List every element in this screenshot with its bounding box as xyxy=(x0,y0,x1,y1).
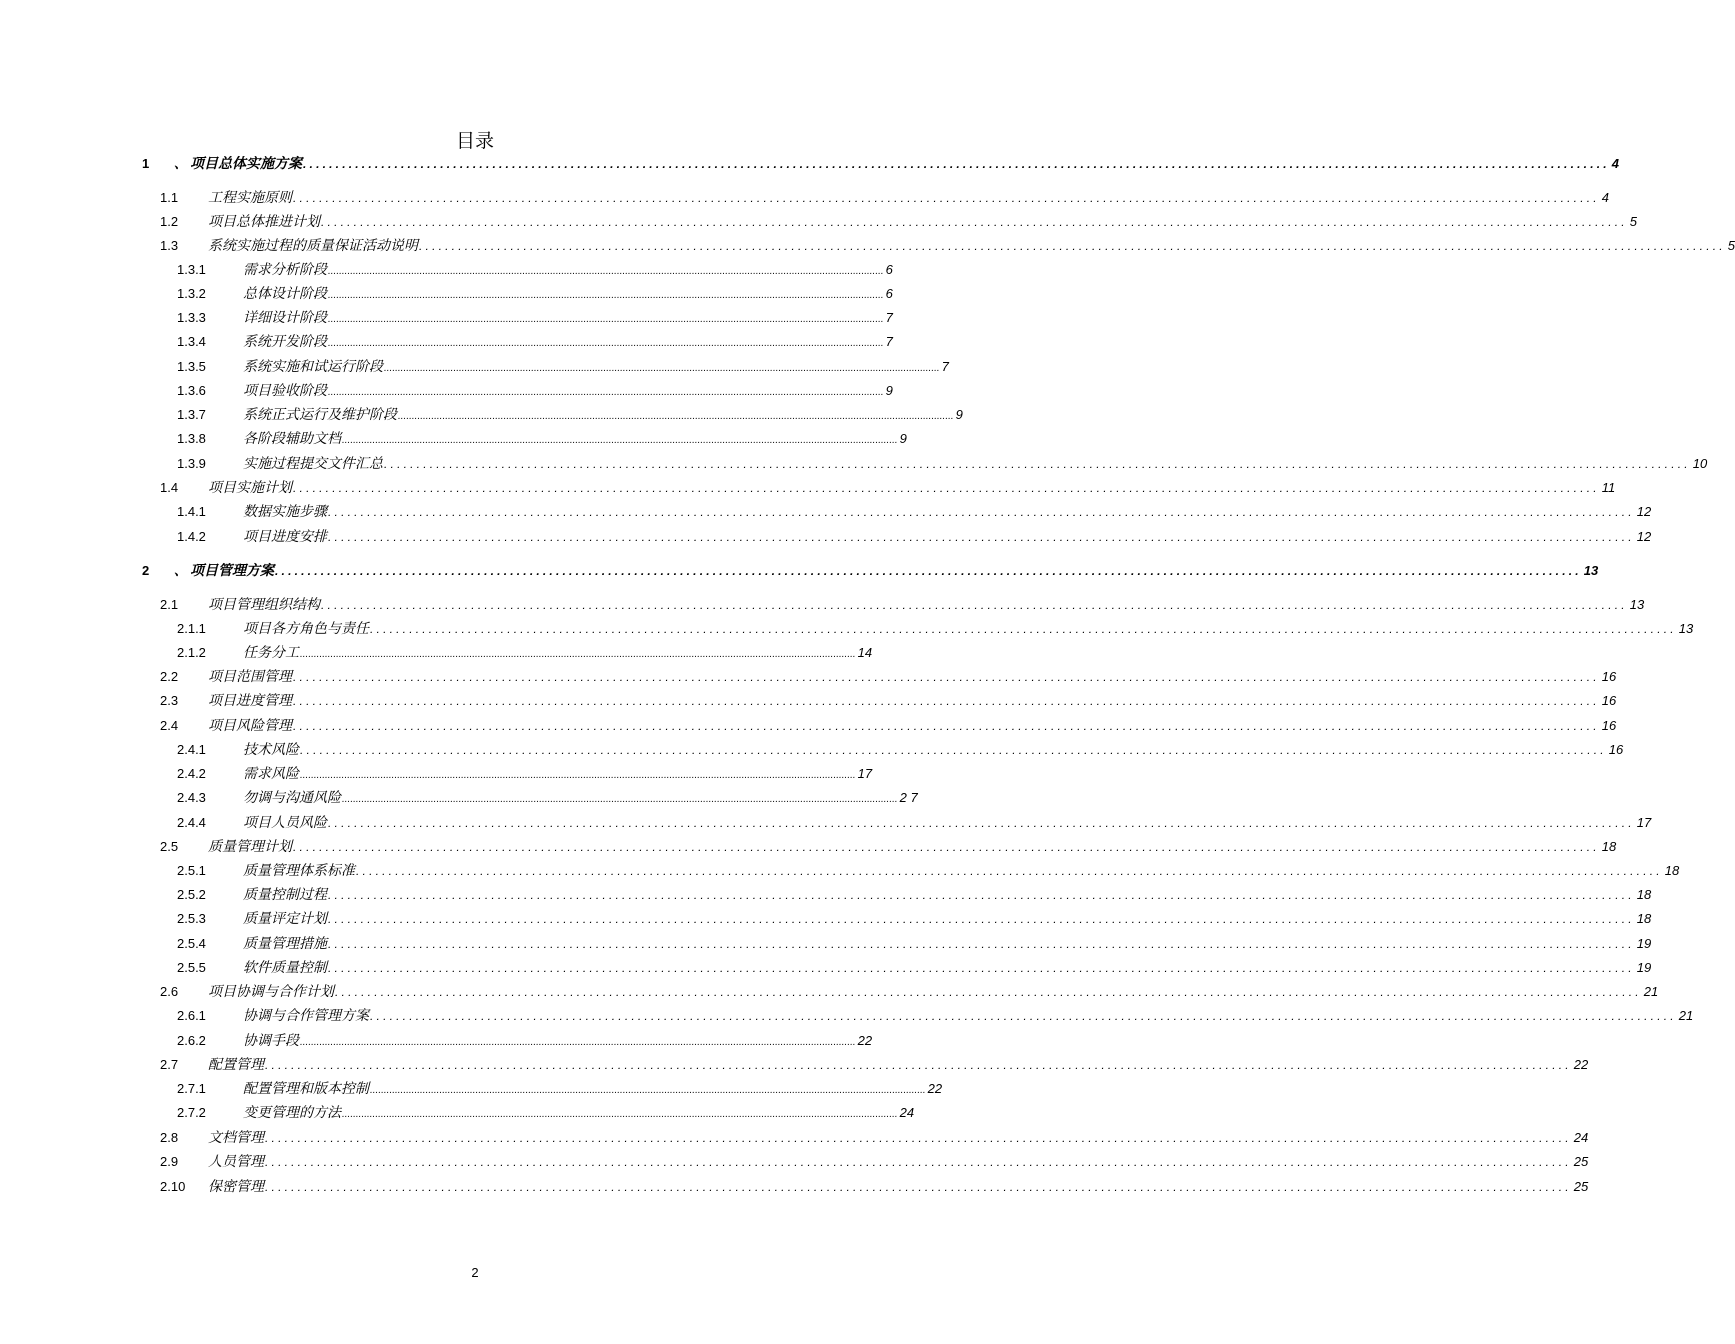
toc-dot-leader: ........................................................................................................................................................................................................ xyxy=(293,694,1600,708)
toc-entry[interactable] xyxy=(177,454,1708,474)
toc-entry-page: 9 xyxy=(899,431,907,446)
toc-dot-leader: ........................................................................................................................................................................................................ xyxy=(300,1037,856,1048)
toc-entry-title: 各阶段辅助文档 xyxy=(243,431,341,447)
toc-entry-number: 2.5.3 xyxy=(177,911,206,926)
toc-entry-number: 2.8 xyxy=(160,1130,179,1145)
toc-dot-leader: ........................................................................................................................................................................................................ xyxy=(328,530,1635,544)
toc-entry-number: 2.9 xyxy=(160,1154,179,1169)
toc-entry-page: 22 xyxy=(927,1081,943,1096)
toc-entry-title: 系统开发阶段 xyxy=(243,334,327,350)
toc-dot-leader: ........................................................................................................................................................................................................ xyxy=(321,598,1628,612)
toc-entry[interactable] xyxy=(177,1079,943,1099)
toc-dot-leader: ........................................................................................................................................................................................................ xyxy=(321,215,1628,229)
toc-entry-page: 16 xyxy=(1601,693,1617,708)
toc-dot-leader: ........................................................................................................................................................................................................ xyxy=(370,622,1677,636)
toc-entry-number: 2 xyxy=(142,563,150,578)
toc-entry-title: 项目管理组织结构 xyxy=(208,597,320,613)
toc-dot-leader: ........................................................................................................................................................................................................ xyxy=(275,564,1582,578)
toc-entry[interactable] xyxy=(177,260,893,280)
toc-entry-number: 2.6.1 xyxy=(177,1008,206,1023)
toc-entry-title: 实施过程提交文件汇总 xyxy=(243,456,383,472)
toc-entry-number: 2.1.2 xyxy=(177,645,206,660)
toc-entry-page: 13 xyxy=(1678,621,1694,636)
toc-dot-leader: ........................................................................................................................................................................................................ xyxy=(328,961,1635,975)
toc-entry[interactable] xyxy=(177,381,893,401)
toc-entry-number: 1.3.3 xyxy=(177,310,206,325)
toc-entry-page: 24 xyxy=(1573,1130,1589,1145)
toc-dot-leader: ........................................................................................................................................................................................................ xyxy=(328,387,884,398)
toc-entry-title: 软件质量控制 xyxy=(243,960,327,976)
toc-entry-number: 1.4.1 xyxy=(177,504,206,519)
toc-entry-number: 1.4.2 xyxy=(177,529,206,544)
toc-dot-leader: ........................................................................................................................................................................................................ xyxy=(398,411,954,422)
toc-entry[interactable] xyxy=(177,1103,915,1123)
toc-entry-page: 24 xyxy=(899,1105,915,1120)
toc-entry[interactable] xyxy=(177,527,1652,547)
toc-entry-page: 2 7 xyxy=(899,790,918,805)
toc-entry[interactable] xyxy=(160,691,1617,711)
toc-entry-title: 质量管理计划 xyxy=(208,839,292,855)
toc-entry-page: 5 xyxy=(1629,214,1638,229)
toc-entry-page: 19 xyxy=(1636,936,1652,951)
toc-entry[interactable] xyxy=(160,982,1659,1002)
toc-dot-leader: ........................................................................................................................................................................................................ xyxy=(335,985,1642,999)
toc-entry-title: 质量管理体系标准 xyxy=(243,863,355,879)
toc-entry-title: 详细设计阶段 xyxy=(243,310,327,326)
toc-entry[interactable] xyxy=(177,740,1624,760)
toc-entry[interactable] xyxy=(177,619,1694,639)
toc-entry-page: 19 xyxy=(1636,960,1652,975)
toc-entry-page: 6 xyxy=(885,286,893,301)
toc-entry-page: 25 xyxy=(1573,1179,1589,1194)
toc-entry-separator: 、 xyxy=(174,564,188,579)
toc-entry-page: 11 xyxy=(1601,480,1616,495)
toc-entry-page: 4 xyxy=(1601,190,1610,205)
toc-entry-number: 2.6.2 xyxy=(177,1033,206,1048)
toc-dot-leader: ........................................................................................................................................................................................................ xyxy=(303,157,1610,171)
toc-entry[interactable] xyxy=(160,1152,1589,1172)
toc-entry-page: 4 xyxy=(1611,156,1620,171)
toc-entry-title: 变更管理的方法 xyxy=(243,1105,341,1121)
toc-entry-title: 项目管理方案 xyxy=(190,563,274,579)
toc-entry[interactable] xyxy=(177,308,893,328)
toc-entry[interactable] xyxy=(177,813,1652,833)
toc-entry-number: 2.5.1 xyxy=(177,863,206,878)
toc-entry-number: 1.3.5 xyxy=(177,359,206,374)
toc-entry-page: 14 xyxy=(857,645,873,660)
toc-entry[interactable] xyxy=(160,837,1617,857)
toc-entry-title: 项目各方角色与责任 xyxy=(243,621,369,637)
toc-entry-number: 2.1 xyxy=(160,597,179,612)
toc-entry-page: 16 xyxy=(1601,718,1617,733)
toc-entry-number: 2.1.1 xyxy=(177,621,206,636)
toc-entry[interactable] xyxy=(177,332,893,352)
toc-entry-page: 12 xyxy=(1636,529,1652,544)
toc-entry-title: 项目进度管理 xyxy=(208,693,292,709)
toc-entry-number: 1 xyxy=(142,156,150,171)
toc-entry[interactable] xyxy=(177,429,907,449)
toc-entry-number: 2.5 xyxy=(160,839,179,854)
toc-dot-leader: ........................................................................................................................................................................................................ xyxy=(293,670,1600,684)
toc-entry-number: 2.7.1 xyxy=(177,1081,206,1096)
toc-entry[interactable] xyxy=(160,236,1735,256)
toc-entry-title: 系统正式运行及维护阶段 xyxy=(243,407,397,423)
toc-dot-leader: ........................................................................................................................................................................................................ xyxy=(293,840,1600,854)
toc-entry-page: 10 xyxy=(1692,456,1708,471)
toc-entry[interactable] xyxy=(160,212,1638,232)
toc-dot-leader: ........................................................................................................................................................................................................ xyxy=(265,1058,1572,1072)
toc-dot-leader: ........................................................................................................................................................................................................ xyxy=(328,912,1635,926)
toc-entry-title: 项目总体实施方案 xyxy=(190,156,302,172)
toc-dot-leader: ........................................................................................................................................................................................................ xyxy=(293,719,1600,733)
toc-entry-title: 项目范围管理 xyxy=(208,669,292,685)
toc-entry[interactable] xyxy=(160,188,1610,208)
toc-entry-title: 总体设计阶段 xyxy=(243,286,327,302)
toc-entry[interactable] xyxy=(177,788,918,808)
toc-dot-leader: ........................................................................................................................................................................................................ xyxy=(265,1180,1572,1194)
toc-dot-leader: ........................................................................................................................................................................................................ xyxy=(328,816,1635,830)
toc-entry-separator: 、 xyxy=(174,157,188,172)
page-number: 2 xyxy=(471,1265,479,1280)
toc-entry-title: 需求分析阶段 xyxy=(243,262,327,278)
toc-entry-title: 质量控制过程 xyxy=(243,887,327,903)
toc-entry[interactable] xyxy=(177,909,1652,929)
toc-entry[interactable] xyxy=(160,716,1617,736)
toc-entry[interactable] xyxy=(177,357,949,377)
toc-entry-title: 保密管理 xyxy=(208,1179,264,1195)
toc-entry-number: 1.3.7 xyxy=(177,407,206,422)
toc-entry-number: 1.3.9 xyxy=(177,456,206,471)
toc-entry-page: 16 xyxy=(1608,742,1624,757)
toc-entry-title: 人员管理 xyxy=(208,1154,264,1170)
toc-entry[interactable] xyxy=(177,958,1652,978)
toc-entry-number: 2.5.5 xyxy=(177,960,206,975)
toc-entry-title: 项目风险管理 xyxy=(208,718,292,734)
toc-entry[interactable] xyxy=(177,643,873,663)
toc-entry-page: 5 xyxy=(1727,238,1735,253)
toc-entry-page: 9 xyxy=(885,383,893,398)
toc-entry[interactable] xyxy=(177,405,963,425)
toc-entry-title: 质量管理措施 xyxy=(243,936,327,952)
toc-entry[interactable] xyxy=(177,284,893,304)
toc-entry[interactable] xyxy=(160,1055,1589,1075)
toc-dot-leader: ........................................................................................................................................................................................................ xyxy=(342,1109,898,1120)
toc-entry-title: 任务分工 xyxy=(243,645,299,661)
toc-entry-page: 22 xyxy=(857,1033,873,1048)
toc-entry[interactable] xyxy=(177,1006,1694,1026)
toc-entry-page: 17 xyxy=(1636,815,1652,830)
toc-entry-number: 2.4.3 xyxy=(177,790,206,805)
toc-entry[interactable] xyxy=(177,1031,873,1051)
toc-entry-number: 1.3.8 xyxy=(177,431,206,446)
toc-entry[interactable] xyxy=(160,1128,1589,1148)
toc-entry-number: 2.10 xyxy=(160,1179,186,1194)
toc-dot-leader: ........................................................................................................................................................................................................ xyxy=(419,239,1726,253)
toc-title: 目录 xyxy=(455,130,494,152)
toc-entry-number: 2.7 xyxy=(160,1057,179,1072)
toc-entry-number: 1.3.2 xyxy=(177,286,206,301)
toc-entry-number: 2.7.2 xyxy=(177,1105,206,1120)
toc-entry[interactable] xyxy=(142,561,1599,581)
toc-entry[interactable] xyxy=(160,478,1616,498)
toc-dot-leader: ........................................................................................................................................................................................................ xyxy=(293,481,1600,495)
toc-dot-leader: ........................................................................................................................................................................................................ xyxy=(328,266,884,277)
toc-dot-leader: ........................................................................................................................................................................................................ xyxy=(265,1155,1572,1169)
toc-entry[interactable] xyxy=(160,667,1617,687)
toc-entry[interactable] xyxy=(160,595,1645,615)
toc-dot-leader: ........................................................................................................................................................................................................ xyxy=(328,290,884,301)
toc-dot-leader: ........................................................................................................................................................................................................ xyxy=(328,888,1635,902)
toc-dot-leader: ........................................................................................................................................................................................................ xyxy=(370,1009,1677,1023)
toc-entry-page: 6 xyxy=(885,262,893,277)
toc-entry-number: 2.4 xyxy=(160,718,179,733)
toc-entry-title: 系统实施过程的质量保证活动说明 xyxy=(208,238,418,254)
toc-entry-number: 1.2 xyxy=(160,214,179,229)
toc-entry-number: 2.5.2 xyxy=(177,887,206,902)
toc-entry-page: 13 xyxy=(1583,563,1599,578)
toc-entry-title: 协调与合作管理方案 xyxy=(243,1008,369,1024)
toc-dot-leader: ........................................................................................................................................................................................................ xyxy=(328,338,884,349)
toc-entry-title: 技术风险 xyxy=(243,742,299,758)
toc-entry-title: 配置管理 xyxy=(208,1057,264,1073)
toc-entry-number: 2.4.1 xyxy=(177,742,206,757)
toc-entry-page: 18 xyxy=(1664,863,1680,878)
toc-entry-page: 18 xyxy=(1601,839,1617,854)
toc-dot-leader: ........................................................................................................................................................................................................ xyxy=(300,743,1607,757)
toc-dot-leader: ........................................................................................................................................................................................................ xyxy=(328,937,1635,951)
toc-entry[interactable] xyxy=(177,885,1652,905)
toc-entry-number: 1.4 xyxy=(160,480,179,495)
toc-entry-title: 项目实施计划 xyxy=(208,480,292,496)
toc-entry-page: 9 xyxy=(955,407,963,422)
toc-entry-title: 项目验收阶段 xyxy=(243,383,327,399)
toc-entry[interactable] xyxy=(177,934,1652,954)
toc-dot-leader: ........................................................................................................................................................................................................ xyxy=(342,435,898,446)
toc-entry-number: 2.5.4 xyxy=(177,936,206,951)
toc-entry-page: 17 xyxy=(857,766,873,781)
toc-entry-title: 协调手段 xyxy=(243,1033,299,1049)
toc-entry-title: 质量评定计划 xyxy=(243,911,327,927)
toc-entry-title: 系统实施和试运行阶段 xyxy=(243,359,383,375)
toc-entry-title: 配置管理和版本控制 xyxy=(243,1081,369,1097)
toc-entry-number: 1.1 xyxy=(160,190,179,205)
toc-entry-page: 7 xyxy=(885,310,893,325)
toc-entry[interactable] xyxy=(160,1177,1589,1197)
toc-entry-page: 22 xyxy=(1573,1057,1589,1072)
toc-entry-page: 7 xyxy=(885,334,893,349)
toc-entry-number: 1.3.4 xyxy=(177,334,206,349)
toc-entry-page: 7 xyxy=(941,359,949,374)
toc-entry-number: 2.6 xyxy=(160,984,179,999)
toc-entry[interactable] xyxy=(177,502,1652,522)
toc-entry-number: 2.4.4 xyxy=(177,815,206,830)
toc-dot-leader: ........................................................................................................................................................................................................ xyxy=(300,649,856,660)
toc-entry-page: 21 xyxy=(1643,984,1659,999)
toc-entry-title: 需求风险 xyxy=(243,766,299,782)
toc-dot-leader: ........................................................................................................................................................................................................ xyxy=(356,864,1663,878)
toc-dot-leader: ........................................................................................................................................................................................................ xyxy=(328,314,884,325)
toc-entry-page: 21 xyxy=(1678,1008,1694,1023)
toc-entry-page: 18 xyxy=(1636,887,1652,902)
toc-entry-title: 项目协调与合作计划 xyxy=(208,984,334,1000)
toc-entry[interactable] xyxy=(142,154,1620,174)
toc-entry-title: 项目人员风险 xyxy=(243,815,327,831)
toc-entry-title: 数据实施步骤 xyxy=(243,504,327,520)
toc-dot-leader: ........................................................................................................................................................................................................ xyxy=(370,1085,926,1096)
toc-entry-number: 1.3.6 xyxy=(177,383,206,398)
toc-entry-title: 勿调与沟通风险 xyxy=(243,790,341,806)
toc-entry-page: 16 xyxy=(1601,669,1617,684)
toc-dot-leader: ........................................................................................................................................................................................................ xyxy=(384,363,940,374)
toc-dot-leader: ........................................................................................................................................................................................................ xyxy=(342,794,898,805)
toc-entry[interactable] xyxy=(177,861,1680,881)
toc-entry[interactable] xyxy=(177,764,873,784)
toc-dot-leader: ........................................................................................................................................................................................................ xyxy=(265,1131,1572,1145)
toc-entry-number: 1.3 xyxy=(160,238,179,253)
toc-entry-page: 12 xyxy=(1636,504,1652,519)
toc-entry-title: 工程实施原则 xyxy=(208,190,292,206)
toc-entry-page: 13 xyxy=(1629,597,1645,612)
toc-dot-leader: ........................................................................................................................................................................................................ xyxy=(328,505,1635,519)
toc-entry-number: 1.3.1 xyxy=(177,262,206,277)
toc-entry-title: 项目进度安排 xyxy=(243,529,327,545)
toc-dot-leader: ........................................................................................................................................................................................................ xyxy=(384,457,1691,471)
toc-entry-page: 25 xyxy=(1573,1154,1589,1169)
toc-entry-title: 项目总体推进计划 xyxy=(208,214,320,230)
toc-entry-number: 2.4.2 xyxy=(177,766,206,781)
toc-entry-number: 2.2 xyxy=(160,669,179,684)
toc-entry-title: 文档管理 xyxy=(208,1130,264,1146)
toc-dot-leader: ........................................................................................................................................................................................................ xyxy=(300,770,856,781)
toc-entry-number: 2.3 xyxy=(160,693,179,708)
toc-dot-leader: ........................................................................................................................................................................................................ xyxy=(293,191,1600,205)
toc-entry-page: 18 xyxy=(1636,911,1652,926)
